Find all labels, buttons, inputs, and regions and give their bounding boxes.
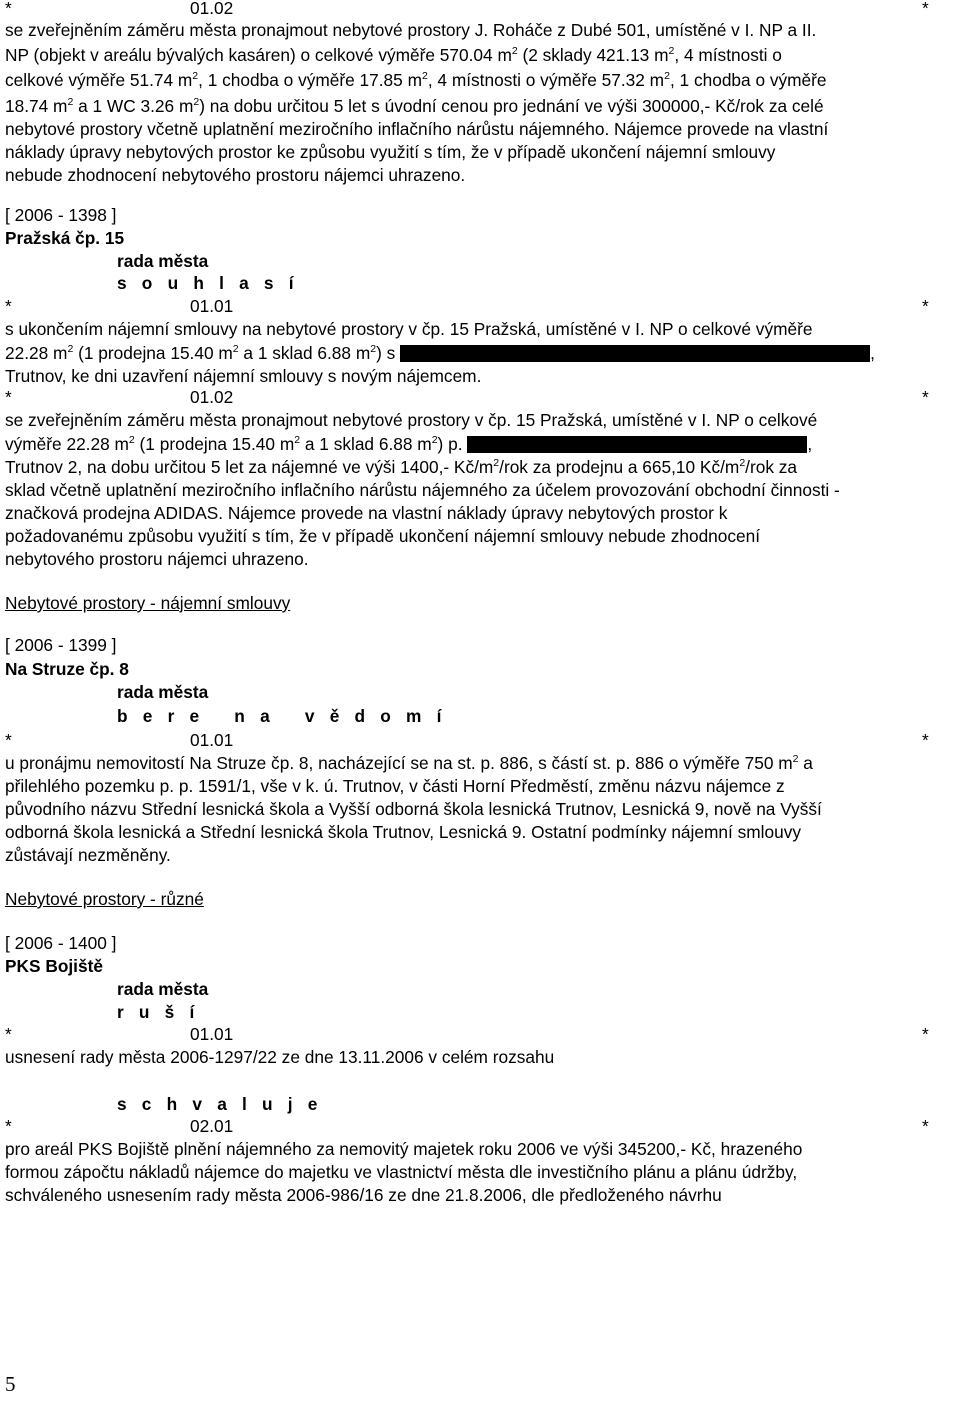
text-line: odborná škola lesnická a Střední lesnická škola Trutnov, Lesnická 9. Ostatní podmínky nájemní smlouvy	[5, 822, 801, 842]
text-line: usnesení rady města 2006-1297/22 ze dne 13.11.2006 v celém rozsahu	[5, 1047, 555, 1067]
text-line: schváleného usnesením rady města 2006-986/16 ze dne 21.8.2006, dle předloženého návrhu	[5, 1185, 722, 1205]
asterisk-left: *	[5, 296, 12, 316]
text-line: Trutnov 2, na dobu určitou 5 let za nájemné ve výši 1400,- $Kč/m^2$/rok za prodejnu a 665,10 $Kč/m^2$/rok za	[5, 457, 798, 477]
asterisk-left: *	[5, 1116, 12, 1136]
resolution-reference: [ 2006 - 1398 ]	[5, 205, 117, 225]
text-line: nebytového prostoru nájemci uhrazeno.	[5, 549, 309, 569]
asterisk-right: *	[922, 296, 929, 316]
text-line: celkové výměře 51.74 $m^2$, 1 chodba o výměře 17.85 $m^2$, 4 místnosti o výměře 57.32 $m^2$, 1 chodba o výměře	[5, 70, 827, 90]
item-number: 01.01	[190, 730, 234, 750]
text-line: nebytové prostory včetně uplatnění meziročního inflačního nárůstu nájemného. Nájemce provede na vlastní	[5, 119, 829, 139]
text-line: u pronájmu nemovitostí Na Struze čp. 8, nacházející se na st. p. 886, s částí st. p. 886 o výměře 750 $m^2$ a	[5, 753, 813, 773]
item-number: 01.01	[190, 1024, 234, 1044]
asterisk-right: *	[922, 1116, 929, 1136]
text-line: sklad včetně uplatnění meziročního inflačního nárůstu nájemného za účelem provozování obchodní činnosti -	[5, 480, 840, 500]
text-line: se zveřejněním záměru města pronajmout nebytové prostory v čp. 15 Pražská, umístěné v I. NP o celkové	[5, 410, 818, 430]
asterisk-right: *	[922, 730, 929, 750]
asterisk-left: *	[5, 387, 12, 407]
resolution-verb: s c h v a l u j e	[117, 1094, 323, 1114]
resolution-verb: r u š í	[117, 1002, 200, 1022]
item-number: 02.01	[190, 1116, 234, 1136]
redacted-name	[400, 345, 870, 362]
council-label: rada města	[117, 682, 209, 702]
resolution-reference: [ 2006 - 1400 ]	[5, 933, 117, 953]
resolution-title: Na Struze čp. 8	[5, 659, 129, 679]
asterisk-left: *	[5, 1024, 12, 1044]
asterisk-right: *	[922, 0, 929, 18]
text-line: 18.74 $m^2$ a 1 WC 3.26 $m^2$) na dobu určitou 5 let s úvodní cenou pro jednání ve výši 300000,- Kč/rok za celé	[5, 96, 824, 116]
council-label: rada města	[117, 979, 209, 999]
section-heading: Nebytové prostory - různé	[5, 889, 204, 909]
text-line: náklady úpravy nebytových prostor ke způsobu využití s tím, že v případě ukončení nájemní smlouvy	[5, 142, 776, 162]
text-line: se zveřejněním záměru města pronajmout nebytové prostory J. Roháče z Dubé 501, umístěné v I. NP a II.	[5, 20, 817, 40]
item-number: 01.02	[190, 387, 234, 407]
asterisk-left: *	[5, 0, 12, 18]
section-heading: Nebytové prostory - nájemní smlouvy	[5, 593, 291, 613]
text-line: 22.28 $m^2$ (1 prodejna 15.40 $m^2$ a 1 sklad 6.88 $m^2$) s ,	[5, 343, 875, 363]
text-line: NP (objekt v areálu bývalých kasáren) o celkové výměře 570.04 $m^2$ (2 sklady 421.13 $m^2$, 4 místnosti o	[5, 45, 782, 65]
resolution-verb: s o u h l a s í	[117, 273, 299, 293]
asterisk-right: *	[922, 387, 929, 407]
text-line: s ukončením nájemní smlouvy na nebytové prostory v čp. 15 Pražská, umístěné v I. NP o celkové výměře	[5, 319, 813, 339]
resolution-title: Pražská čp. 15	[5, 228, 125, 248]
text-line: pro areál PKS Bojiště plnění nájemného za nemovitý majetek roku 2006 ve výši 345200,- Kč, hrazeného	[5, 1139, 803, 1159]
redacted-name	[467, 436, 807, 453]
resolution-title: PKS Bojiště	[5, 956, 103, 976]
page-number: 5	[5, 1372, 16, 1396]
text-line: Trutnov, ke dni uzavření nájemní smlouvy s novým nájemcem.	[5, 366, 482, 386]
text-line: nebude zhodnocení nebytového prostoru nájemci uhrazeno.	[5, 165, 466, 185]
resolution-reference: [ 2006 - 1399 ]	[5, 635, 117, 655]
text-line: přilehlého pozemku p. p. 1591/1, vše v k. ú. Trutnov, v části Horní Předměstí, změnu názvu nájemce z	[5, 776, 785, 796]
text-line: výměře 22.28 $m^2$ (1 prodejna 15.40 $m^2$ a 1 sklad 6.88 $m^2$) p. ,	[5, 434, 813, 454]
text-line: původního názvu Střední lesnická škola a Vyšší odborná škola lesnická Trutnov, Lesnická 9, nově na Vyšší	[5, 799, 822, 819]
text-line: zůstávají nezměněny.	[5, 845, 171, 865]
text-line: značková prodejna ADIDAS. Nájemce provede na vlastní náklady úpravy nebytových prostor k	[5, 503, 728, 523]
asterisk-left: *	[5, 730, 12, 750]
council-label: rada města	[117, 251, 209, 271]
text-line: požadovanému způsobu využití s tím, že v případě ukončení nájemní smlouvy nebude zhodnocení	[5, 526, 761, 546]
item-number: 01.02	[190, 0, 234, 18]
item-number: 01.01	[190, 296, 234, 316]
asterisk-right: *	[922, 1024, 929, 1044]
resolution-verb: b e r e n a v ě d o m í	[117, 706, 447, 726]
text-line: formou zápočtu nákladů nájemce do majetku ve vlastnictví města dle investičního plánu a plánu údržby,	[5, 1162, 798, 1182]
